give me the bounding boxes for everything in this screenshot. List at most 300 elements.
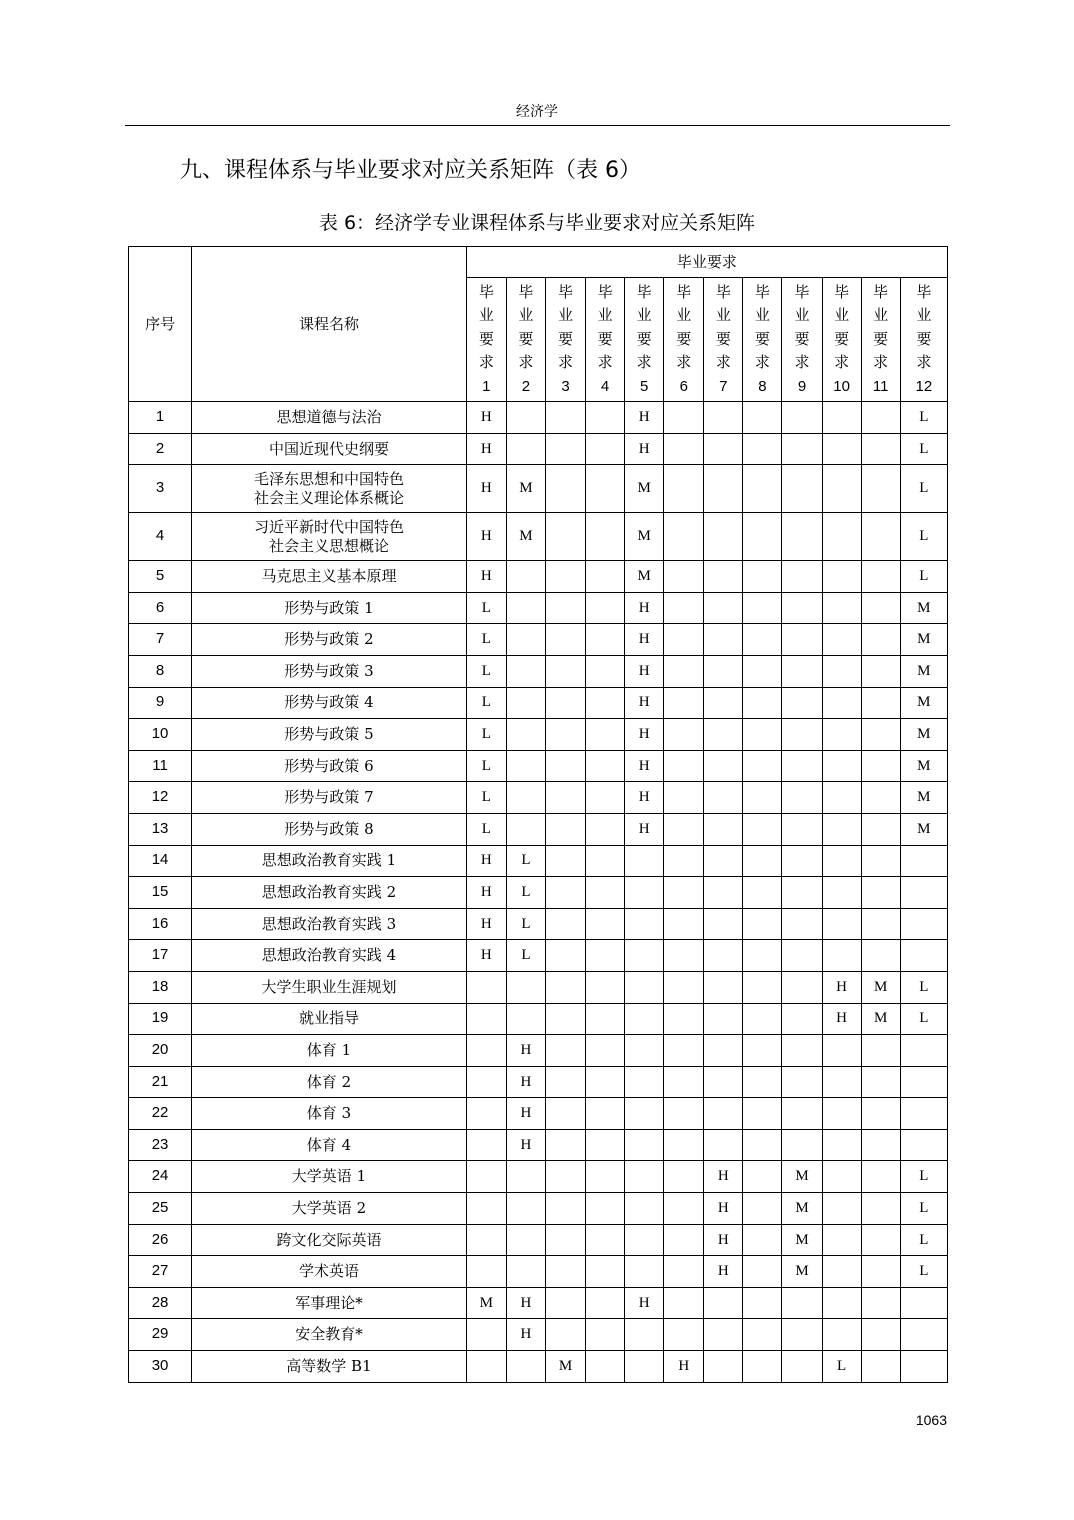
support-level-cell	[586, 592, 625, 624]
requirement-number: 9	[797, 377, 807, 395]
course-name	[192, 433, 467, 465]
support-level-cell	[506, 592, 545, 624]
support-level-cell	[900, 908, 947, 940]
support-level-cell: L	[506, 845, 545, 877]
support-level-cell	[586, 1066, 625, 1098]
row-seq: 17	[129, 940, 192, 972]
support-level-cell: L	[466, 813, 506, 845]
support-level-cell: M	[900, 719, 947, 751]
support-level-cell	[822, 624, 861, 656]
support-level-cell	[743, 1287, 782, 1319]
support-level-cell	[743, 813, 782, 845]
table-row	[129, 1129, 948, 1161]
support-level-cell	[861, 1098, 900, 1130]
support-level-cell: H	[466, 561, 506, 593]
requirement-char: 求	[597, 353, 613, 372]
support-level-cell	[704, 782, 743, 814]
table-row	[129, 719, 948, 751]
requirement-char: 求	[916, 353, 932, 372]
support-level-cell: L	[466, 750, 506, 782]
requirement-column-header	[782, 278, 822, 402]
row-seq: 11	[129, 750, 192, 782]
requirement-column-header	[625, 278, 664, 402]
support-level-cell	[704, 687, 743, 719]
support-level-cell	[704, 402, 743, 434]
course-name	[192, 1193, 467, 1225]
requirement-char: 求	[478, 353, 494, 372]
support-level-cell	[664, 624, 704, 656]
course-name-line: 高等数学 B1	[286, 1356, 372, 1375]
support-level-cell: H	[506, 1066, 545, 1098]
table-row	[129, 402, 948, 434]
support-level-cell	[506, 1256, 545, 1288]
support-level-cell: L	[900, 561, 947, 593]
row-seq: 14	[129, 845, 192, 877]
course-name-line: 思想政治教育实践 1	[261, 851, 397, 870]
requirements-matrix-table	[128, 246, 948, 1383]
requirement-char: 业	[557, 306, 573, 325]
graduation-requirements-header: 毕业要求	[466, 247, 947, 278]
requirement-char: 要	[715, 329, 731, 348]
requirement-column-header	[704, 278, 743, 402]
support-level-cell	[506, 402, 545, 434]
course-name-line: 形势与政策 2	[284, 630, 374, 649]
support-level-cell	[545, 1098, 585, 1130]
support-level-cell	[466, 1193, 506, 1225]
support-level-cell	[545, 940, 585, 972]
support-level-cell	[861, 845, 900, 877]
course-name-line: 形势与政策 7	[284, 788, 374, 807]
support-level-cell	[743, 592, 782, 624]
support-level-cell	[664, 908, 704, 940]
support-level-cell	[586, 1003, 625, 1035]
requirement-char: 要	[794, 329, 810, 348]
requirement-char: 求	[518, 353, 534, 372]
requirement-column-header	[586, 278, 625, 402]
course-name-line: 习近平新时代中国特色	[253, 517, 404, 536]
support-level-cell	[664, 1035, 704, 1067]
support-level-cell	[704, 465, 743, 513]
support-level-cell: H	[625, 402, 664, 434]
requirement-char: 求	[636, 353, 652, 372]
support-level-cell: L	[466, 655, 506, 687]
support-level-cell	[861, 1161, 900, 1193]
support-level-cell	[664, 813, 704, 845]
row-seq: 3	[129, 465, 192, 513]
requirement-char: 毕	[873, 282, 889, 301]
support-level-cell	[861, 1256, 900, 1288]
support-level-cell: H	[466, 465, 506, 513]
course-name-line: 形势与政策 1	[284, 598, 374, 617]
support-level-cell: H	[466, 877, 506, 909]
support-level-cell	[822, 908, 861, 940]
support-level-cell	[704, 877, 743, 909]
support-level-cell	[586, 908, 625, 940]
requirement-column-header	[664, 278, 704, 402]
support-level-cell	[664, 1256, 704, 1288]
support-level-cell	[545, 513, 585, 561]
support-level-cell	[664, 592, 704, 624]
support-level-cell	[743, 513, 782, 561]
support-level-cell	[586, 940, 625, 972]
support-level-cell	[822, 1256, 861, 1288]
header-rule	[125, 125, 950, 126]
requirement-char: 业	[873, 306, 889, 325]
support-level-cell: H	[506, 1129, 545, 1161]
table-row	[129, 592, 948, 624]
support-level-cell	[664, 940, 704, 972]
support-level-cell	[625, 1224, 664, 1256]
requirement-char: 业	[916, 306, 932, 325]
course-name-line: 社会主义理论体系概论	[253, 488, 404, 507]
table-row	[129, 561, 948, 593]
support-level-cell	[664, 561, 704, 593]
table-row	[129, 1256, 948, 1288]
support-level-cell	[704, 655, 743, 687]
support-level-cell	[466, 1003, 506, 1035]
support-level-cell	[545, 655, 585, 687]
table-row	[129, 465, 948, 513]
requirement-column-header	[743, 278, 782, 402]
course-name	[192, 1003, 467, 1035]
support-level-cell	[782, 1035, 822, 1067]
support-level-cell: H	[506, 1287, 545, 1319]
support-level-cell	[704, 592, 743, 624]
support-level-cell	[743, 1351, 782, 1383]
requirement-number: 8	[758, 377, 767, 395]
support-level-cell	[822, 750, 861, 782]
course-name	[192, 971, 467, 1003]
course-name	[192, 655, 467, 687]
support-level-cell	[743, 1129, 782, 1161]
support-level-cell	[782, 940, 822, 972]
support-level-cell	[861, 750, 900, 782]
support-level-cell	[586, 1161, 625, 1193]
row-seq: 19	[129, 1003, 192, 1035]
support-level-cell	[506, 1193, 545, 1225]
course-name	[192, 1351, 467, 1383]
row-seq: 15	[129, 877, 192, 909]
support-level-cell	[861, 908, 900, 940]
support-level-cell	[861, 465, 900, 513]
support-level-cell	[586, 1224, 625, 1256]
course-name	[192, 750, 467, 782]
row-seq: 12	[129, 782, 192, 814]
support-level-cell	[782, 1098, 822, 1130]
row-seq: 13	[129, 813, 192, 845]
course-name	[192, 719, 467, 751]
support-level-cell	[782, 402, 822, 434]
support-level-cell: L	[822, 1351, 861, 1383]
course-name	[192, 1129, 467, 1161]
support-level-cell	[743, 782, 782, 814]
support-level-cell	[545, 845, 585, 877]
support-level-cell	[782, 1129, 822, 1161]
support-level-cell: M	[900, 750, 947, 782]
support-level-cell	[743, 624, 782, 656]
course-name	[192, 513, 467, 561]
support-level-cell: L	[466, 687, 506, 719]
support-level-cell	[625, 1256, 664, 1288]
support-level-cell: M	[506, 513, 545, 561]
support-level-cell	[704, 513, 743, 561]
support-level-cell	[506, 750, 545, 782]
support-level-cell	[782, 655, 822, 687]
course-name-line: 就业指导	[298, 1009, 359, 1028]
support-level-cell: H	[466, 433, 506, 465]
support-level-cell	[704, 1003, 743, 1035]
support-level-cell	[782, 1066, 822, 1098]
support-level-cell	[861, 655, 900, 687]
support-level-cell	[545, 1256, 585, 1288]
section-title: 九、课程体系与毕业要求对应关系矩阵（表 6）	[180, 158, 641, 183]
support-level-cell	[822, 813, 861, 845]
support-level-cell: M	[782, 1256, 822, 1288]
support-level-cell	[545, 1287, 585, 1319]
requirement-char: 求	[715, 353, 731, 372]
support-level-cell	[466, 1035, 506, 1067]
support-level-cell	[586, 1287, 625, 1319]
requirement-char: 要	[834, 329, 850, 348]
support-level-cell	[506, 433, 545, 465]
support-level-cell	[704, 1035, 743, 1067]
running-header: 经济学	[516, 104, 558, 120]
support-level-cell: M	[900, 655, 947, 687]
support-level-cell	[822, 655, 861, 687]
support-level-cell: L	[900, 1161, 947, 1193]
requirement-number: 3	[561, 377, 570, 395]
row-seq: 26	[129, 1224, 192, 1256]
support-level-cell	[586, 719, 625, 751]
support-level-cell: H	[466, 513, 506, 561]
support-level-cell	[466, 1256, 506, 1288]
support-level-cell	[861, 592, 900, 624]
support-level-cell	[545, 719, 585, 751]
requirement-number: 4	[600, 377, 610, 395]
support-level-cell	[861, 1287, 900, 1319]
support-level-cell	[586, 433, 625, 465]
requirement-char: 业	[597, 306, 613, 325]
support-level-cell	[625, 1035, 664, 1067]
support-level-cell	[545, 1224, 585, 1256]
support-level-cell: L	[900, 1224, 947, 1256]
requirement-char: 业	[636, 306, 652, 325]
support-level-cell	[743, 719, 782, 751]
support-level-cell	[625, 877, 664, 909]
table-row	[129, 750, 948, 782]
requirement-char: 毕	[557, 282, 573, 301]
page-number: 1063	[915, 1412, 947, 1428]
course-name-line: 大学英语 2	[291, 1198, 367, 1217]
table-row	[129, 513, 948, 561]
support-level-cell: H	[625, 813, 664, 845]
table-row	[129, 1193, 948, 1225]
requirement-char: 求	[834, 353, 850, 372]
course-name	[192, 908, 467, 940]
support-level-cell	[625, 1351, 664, 1383]
support-level-cell	[704, 1129, 743, 1161]
support-level-cell	[743, 1256, 782, 1288]
row-seq: 30	[129, 1351, 192, 1383]
support-level-cell	[586, 1098, 625, 1130]
support-level-cell	[743, 845, 782, 877]
table-row	[129, 1319, 948, 1351]
support-level-cell	[900, 845, 947, 877]
table-row	[129, 1287, 948, 1319]
table-row	[129, 1066, 948, 1098]
support-level-cell: H	[704, 1256, 743, 1288]
support-level-cell	[586, 1193, 625, 1225]
row-seq: 20	[129, 1035, 192, 1067]
support-level-cell: M	[782, 1224, 822, 1256]
support-level-cell	[506, 561, 545, 593]
requirement-char: 要	[636, 329, 652, 348]
support-level-cell: L	[506, 877, 545, 909]
course-name-line: 思想政治教育实践 4	[261, 946, 397, 965]
table-row	[129, 687, 948, 719]
support-level-cell	[782, 433, 822, 465]
support-level-cell	[861, 1193, 900, 1225]
course-name-line: 跨文化交际英语	[276, 1230, 382, 1249]
support-level-cell: H	[625, 624, 664, 656]
row-seq: 8	[129, 655, 192, 687]
row-seq: 5	[129, 561, 192, 593]
support-level-cell	[664, 719, 704, 751]
support-level-cell	[664, 750, 704, 782]
requirement-char: 求	[794, 353, 810, 372]
support-level-cell	[586, 971, 625, 1003]
support-level-cell: H	[506, 1098, 545, 1130]
support-level-cell	[900, 1035, 947, 1067]
table-row	[129, 1161, 948, 1193]
support-level-cell	[704, 719, 743, 751]
support-level-cell	[664, 513, 704, 561]
course-name	[192, 1256, 467, 1288]
support-level-cell: H	[625, 655, 664, 687]
support-level-cell	[822, 592, 861, 624]
support-level-cell	[743, 908, 782, 940]
support-level-cell	[861, 1224, 900, 1256]
support-level-cell	[506, 813, 545, 845]
support-level-cell	[743, 655, 782, 687]
support-level-cell	[506, 1351, 545, 1383]
requirement-column-header	[900, 278, 947, 402]
support-level-cell	[506, 687, 545, 719]
support-level-cell	[900, 1287, 947, 1319]
course-name	[192, 1319, 467, 1351]
table-row	[129, 940, 948, 972]
support-level-cell	[625, 1319, 664, 1351]
support-level-cell: M	[861, 1003, 900, 1035]
support-level-cell	[625, 1003, 664, 1035]
support-level-cell	[664, 1161, 704, 1193]
course-name-line: 大学英语 1	[291, 1167, 367, 1186]
course-name-line: 形势与政策 8	[284, 819, 374, 838]
support-level-cell	[861, 813, 900, 845]
course-name	[192, 845, 467, 877]
support-level-cell: H	[506, 1319, 545, 1351]
support-level-cell	[586, 1035, 625, 1067]
course-name-line: 体育 1	[306, 1041, 352, 1060]
support-level-cell	[743, 1003, 782, 1035]
support-level-cell	[900, 1066, 947, 1098]
support-level-cell	[822, 1287, 861, 1319]
course-name	[192, 624, 467, 656]
support-level-cell	[466, 1351, 506, 1383]
requirement-number: 11	[872, 377, 889, 395]
support-level-cell	[625, 1161, 664, 1193]
support-level-cell	[545, 1193, 585, 1225]
support-level-cell	[822, 1066, 861, 1098]
support-level-cell	[900, 940, 947, 972]
support-level-cell: L	[900, 1003, 947, 1035]
table-row	[129, 433, 948, 465]
course-name	[192, 402, 467, 434]
support-level-cell	[466, 971, 506, 1003]
support-level-cell	[900, 1098, 947, 1130]
row-seq: 6	[129, 592, 192, 624]
row-seq: 2	[129, 433, 192, 465]
course-name	[192, 1098, 467, 1130]
support-level-cell: H	[704, 1161, 743, 1193]
support-level-cell	[861, 402, 900, 434]
requirement-char: 要	[478, 329, 494, 348]
support-level-cell	[861, 1351, 900, 1383]
course-name-line: 思想道德与法治	[276, 407, 382, 426]
support-level-cell	[822, 1319, 861, 1351]
requirement-column-header	[466, 278, 506, 402]
support-level-cell	[861, 719, 900, 751]
course-name-line: 体育 2	[306, 1072, 352, 1091]
support-level-cell	[704, 845, 743, 877]
table-caption: 表 6：经济学专业课程体系与毕业要求对应关系矩阵	[318, 212, 756, 234]
requirement-char: 业	[754, 306, 770, 325]
requirement-column-header	[545, 278, 585, 402]
table-row	[129, 1035, 948, 1067]
support-level-cell	[861, 687, 900, 719]
row-seq: 4	[129, 513, 192, 561]
support-level-cell	[822, 433, 861, 465]
support-level-cell	[545, 1003, 585, 1035]
support-level-cell	[704, 750, 743, 782]
support-level-cell: M	[782, 1193, 822, 1225]
support-level-cell	[625, 1129, 664, 1161]
support-level-cell	[586, 561, 625, 593]
table-row	[129, 1351, 948, 1383]
support-level-cell	[664, 1319, 704, 1351]
requirement-column-header	[861, 278, 900, 402]
support-level-cell	[545, 1161, 585, 1193]
support-level-cell	[586, 845, 625, 877]
support-level-cell	[466, 1224, 506, 1256]
course-name	[192, 1035, 467, 1067]
support-level-cell	[743, 561, 782, 593]
course-name	[192, 465, 467, 513]
support-level-cell	[822, 782, 861, 814]
support-level-cell	[506, 1161, 545, 1193]
support-level-cell	[743, 1066, 782, 1098]
support-level-cell	[782, 782, 822, 814]
support-level-cell	[704, 940, 743, 972]
requirement-char: 要	[557, 329, 573, 348]
course-name-line: 学术英语	[298, 1262, 359, 1281]
requirement-char: 要	[916, 329, 932, 348]
requirement-char: 毕	[676, 282, 692, 301]
support-level-cell	[822, 1161, 861, 1193]
support-level-cell	[704, 433, 743, 465]
support-level-cell	[625, 1066, 664, 1098]
support-level-cell	[545, 877, 585, 909]
